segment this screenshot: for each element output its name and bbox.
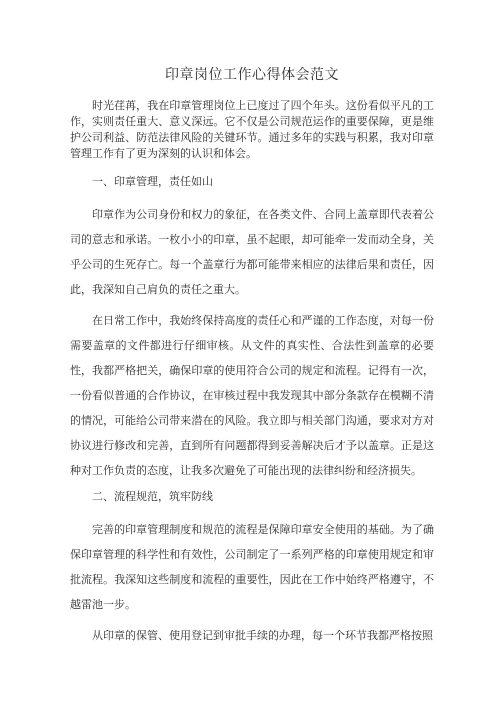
body-paragraph: 完善的印章管理制度和规范的流程是保障印章安全使用的基础。为了确保印章管理的科学性和有效性，公司制定了一系列严格的印章使用规定和审批流程。我深知这些制度和流程的重要性，因此在工作中始终严格遵守，不越雷池一步。 [70, 523, 434, 611]
body-paragraph: 在日常工作中，我始终保持高度的责任心和严谨的工作态度，对每一份需要盖章的文件都进行仔细审核。从文件的真实性、合法性到盖章的必要性，我都严格把关，确保印章的使用符合公司的规定和流程。记得有一次，一份看似普通的合作协议，在审核过程中我发现其中部分条款存在模糊不清的情况，可能给公司带来潜在的风险。我立即与相关部门沟通，要求对方对协议进行修改和完善，直到所有问题都得到妥善解决后才予以盖章。正是这种对工作负责的态度，让我多次避免了可能出现的法律纠纷和经济损失。 [70, 314, 434, 477]
body-paragraph: 印章作为公司身份和权力的象征，在各类文件、合同上盖章即代表着公司的意志和承诺。一枚小小的印章，虽不起眼，却可能牵一发而动全身，关乎公司的生死存亡。每一个盖章行为都可能带来相应的法律后果和责任，因此，我深知自己肩负的责任之重大。 [70, 208, 434, 296]
body-paragraph: 从印章的保管、使用登记到审批手续的办理，每一个环节我都严格按照 [92, 629, 433, 642]
page-title: 印章岗位工作心得体会范文 [165, 67, 339, 83]
section-heading-1: 一、印章管理，责任如山 [92, 175, 213, 188]
intro-paragraph: 时光荏苒，我在印章管理岗位上已度过了四个年头。这份看似平凡的工作，实则责任重大、意义深远。它不仅是公司规范运作的重要保障，更是维护公司利益、防范法律风险的关键环节。通过多年的实践与积累，我对印章管理工作有了更为深刻的认识和体会。 [70, 99, 434, 160]
section-heading-2: 二、流程规范，筑牢防线 [92, 490, 213, 503]
